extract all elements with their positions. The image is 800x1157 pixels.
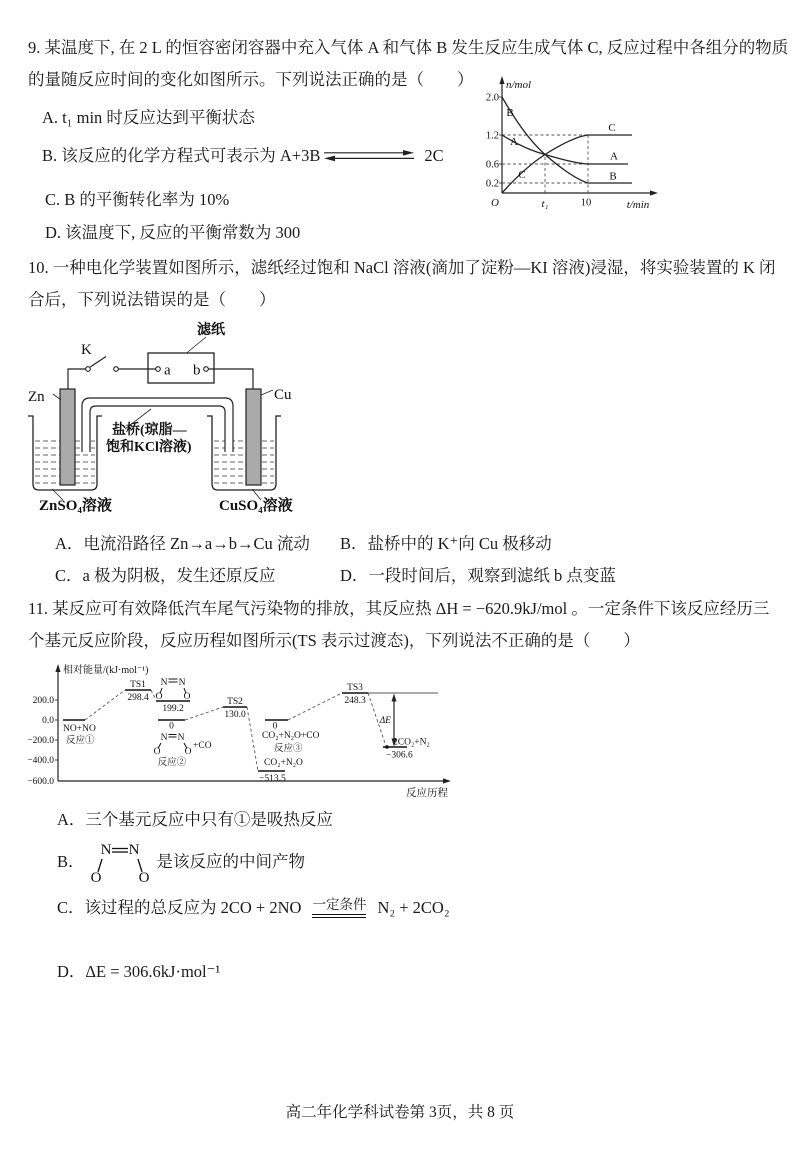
q9-option-b-post: 2C — [424, 146, 444, 165]
filter-paper-pointer — [186, 337, 206, 354]
x-tick-10: 10 — [580, 197, 592, 209]
svg-text:N: N — [160, 733, 168, 743]
y-axis-arrow — [55, 664, 60, 672]
point-a-label: a — [164, 362, 171, 379]
intermediate-energy: 199.2 — [162, 704, 184, 714]
y-tick-n200: −200.0 — [27, 736, 54, 746]
q9-option-d: D. 该温度下, 反应的平衡常数为 300 — [45, 223, 301, 242]
wire-left — [68, 369, 86, 389]
switch-blade — [90, 357, 106, 368]
curve-label-A-right: A — [610, 150, 618, 163]
y-tick-n400: −400.0 — [27, 756, 54, 766]
svg-text:O: O — [155, 692, 163, 702]
y-axis-label: n/mol — [506, 79, 532, 91]
q11-energy-profile-diagram — [27, 660, 460, 808]
page-footer: 高二年化学科试卷第 3页，共 8 页 — [285, 1104, 515, 1121]
q9-option-b — [42, 146, 444, 166]
q9-option-b-pre: B. 该反应的化学方程式可表示为 A+3B — [42, 146, 321, 165]
x-axis-arrow — [443, 778, 451, 783]
point-b-label: b — [193, 362, 201, 379]
final-product-energy: −306.6 — [386, 750, 413, 761]
salt-bridge-label-line1: 盐桥(琼脂— — [112, 423, 187, 438]
q9-concentration-time-graph — [480, 75, 665, 217]
onno-structure-icon — [89, 838, 153, 886]
q11-option-c — [57, 897, 450, 918]
svg-text:N: N — [178, 678, 186, 688]
y-tick-2.0: 2.0 — [485, 92, 499, 104]
svg-text:O: O — [184, 747, 192, 757]
right-solution-label: CuSO₄溶液 — [219, 498, 293, 514]
x-axis-label: 反应历程 — [406, 788, 448, 799]
rxn3-zero: 0 — [272, 721, 278, 732]
q9-stem-line1: 9. 某温度下, 在 2 L 的恒容密闭容器中充入气体 A 和气体 B 发生反应生成气体 C, 反应过程中各组分的物质 — [28, 38, 789, 57]
q11-option-c-pre: C．该过程的总反应为 2CO + 2NO — [57, 897, 302, 917]
svg-text:N: N — [160, 678, 168, 688]
rxn2-label: 反应② — [157, 758, 187, 768]
q10-option-b: B．盐桥中的 K⁺向 Cu 极移动 — [340, 534, 552, 553]
x-axis-arrow — [650, 190, 658, 195]
ts2-energy: 130.0 — [224, 710, 246, 720]
svg-text:O: O — [183, 692, 191, 702]
left-solution-label: ZnSO₄溶液 — [39, 498, 112, 514]
y-axis-arrow — [499, 76, 504, 84]
reaction-condition-over-arrow — [305, 897, 373, 918]
start-label: NO+NO — [63, 724, 96, 734]
q9-stem-line2: 的量随反应时间的变化如图所示。下列说法正确的是（ ） — [28, 70, 474, 89]
svg-text:O: O — [90, 870, 101, 886]
svg-text:N: N — [100, 842, 111, 858]
ts3-energy: 248.3 — [344, 696, 366, 706]
y-axis-label: 相对能量/(kJ·mol⁻¹) — [63, 665, 149, 676]
q10-option-a: A．电流沿路径 Zn→a→b→Cu 流动 — [55, 534, 310, 553]
q10-option-c: C．a 极为阴极，发生还原反应 — [55, 566, 276, 585]
salt-bridge-label-line2: 饱和KCl溶液) — [106, 440, 192, 455]
q9-option-c: C. B 的平衡转化率为 10% — [45, 190, 230, 209]
curve-label-C-left: C — [518, 169, 526, 181]
q10-stem-line1: 10. 一种电化学装置如图所示，滤纸经过饱和 NaCl 溶液(滴加了淀粉—KI 溶液)浸湿，将实验装置的 K 闭 — [28, 258, 776, 277]
copper-pointer — [261, 390, 273, 395]
q11-option-b-text: 是该反应的中间产物 — [156, 852, 306, 872]
x-axis-label: t/min — [626, 199, 650, 211]
rxn2-zero: 0 — [169, 721, 174, 732]
switch-label: K — [81, 342, 92, 358]
filter-paper-label: 滤纸 — [197, 323, 225, 338]
q11-option-b-label: B． — [57, 852, 85, 872]
svg-text:N: N — [177, 733, 185, 743]
svg-text:O: O — [138, 870, 149, 886]
switch-terminal-left — [86, 367, 91, 372]
products-junction-dot — [385, 745, 389, 749]
wire-right — [208, 369, 253, 389]
plus-co-label: +CO — [193, 741, 212, 751]
origin-label: O — [491, 197, 499, 209]
onno-cyclic-structure — [156, 678, 191, 702]
q11-option-d: D．ΔE = 306.6kJ·mol⁻¹ — [57, 962, 221, 981]
right-solution-hatching — [214, 441, 274, 483]
curve-label-A-left: A — [510, 136, 518, 148]
y-tick-200: 200.0 — [32, 696, 54, 706]
ts2-label: TS2 — [227, 697, 243, 707]
svg-text:N: N — [128, 842, 139, 858]
final-product-label: 2CO₂+N₂ — [393, 737, 430, 748]
y-tick-0: 0.0 — [42, 716, 54, 726]
x-tick-t1: t₁ — [541, 198, 549, 210]
delta-e-label: ΔE — [379, 716, 391, 726]
zinc-label: Zn — [28, 389, 45, 405]
rxn3-label: 反应③ — [274, 744, 303, 754]
rxn1-label: 反应① — [66, 736, 95, 746]
ts3-label: TS3 — [347, 683, 363, 693]
rxn3-reactants: CO₂+N₂O+CO — [262, 731, 320, 741]
switch-terminal-right — [114, 367, 119, 372]
curve-label-C-right: C — [608, 122, 616, 134]
svg-text:O: O — [153, 747, 161, 757]
y-tick-1.2: 1.2 — [485, 130, 499, 142]
copper-electrode — [246, 389, 261, 485]
y-tick-0.2: 0.2 — [485, 178, 499, 190]
curve-label-B-left: B — [506, 107, 514, 119]
q11-option-a: A．三个基元反应中只有①是吸热反应 — [57, 810, 333, 829]
ts1-label: TS1 — [130, 680, 146, 690]
q10-electrochemical-apparatus — [25, 320, 320, 520]
ts1-energy: 298.4 — [127, 693, 149, 703]
q9-option-a: A. t₁ min 时反应达到平衡状态 — [42, 108, 255, 127]
copper-label: Cu — [274, 387, 292, 403]
q11-stem-line2: 个基元反应阶段，反应历程如图所示(TS 表示过渡态)，下列说法不正确的是（ ） — [28, 631, 640, 650]
equilibrium-arrow-icon — [323, 149, 415, 162]
contact-point-a — [156, 367, 161, 372]
curve-label-B-right: B — [609, 170, 617, 183]
mid-product-energy: −513.5 — [259, 774, 286, 784]
zinc-electrode — [60, 389, 75, 485]
right-beaker — [207, 416, 281, 490]
onno-open-structure — [154, 733, 192, 757]
y-tick-n600: −600.0 — [27, 777, 54, 787]
q10-stem-line2: 合后，下列说法错误的是（ ） — [28, 290, 276, 309]
double-line-arrow-icon — [312, 914, 366, 919]
mid-product-label: CO₂+N₂O — [264, 758, 303, 768]
q10-option-d: D．一段时间后，观察到滤纸 b 点变蓝 — [340, 566, 616, 585]
contact-point-b — [204, 367, 209, 372]
y-tick-0.6: 0.6 — [485, 159, 499, 171]
q11-option-b — [57, 838, 305, 886]
q11-stem-line1: 11. 某反应可有效降低汽车尾气污染物的排放，其反应热 ΔH = −620.9kJ/mol 。一定条件下该反应经历三 — [28, 599, 770, 618]
reaction-condition-text: 一定条件 — [312, 897, 367, 912]
q11-option-c-post: N₂ + 2CO₂ — [377, 897, 450, 917]
